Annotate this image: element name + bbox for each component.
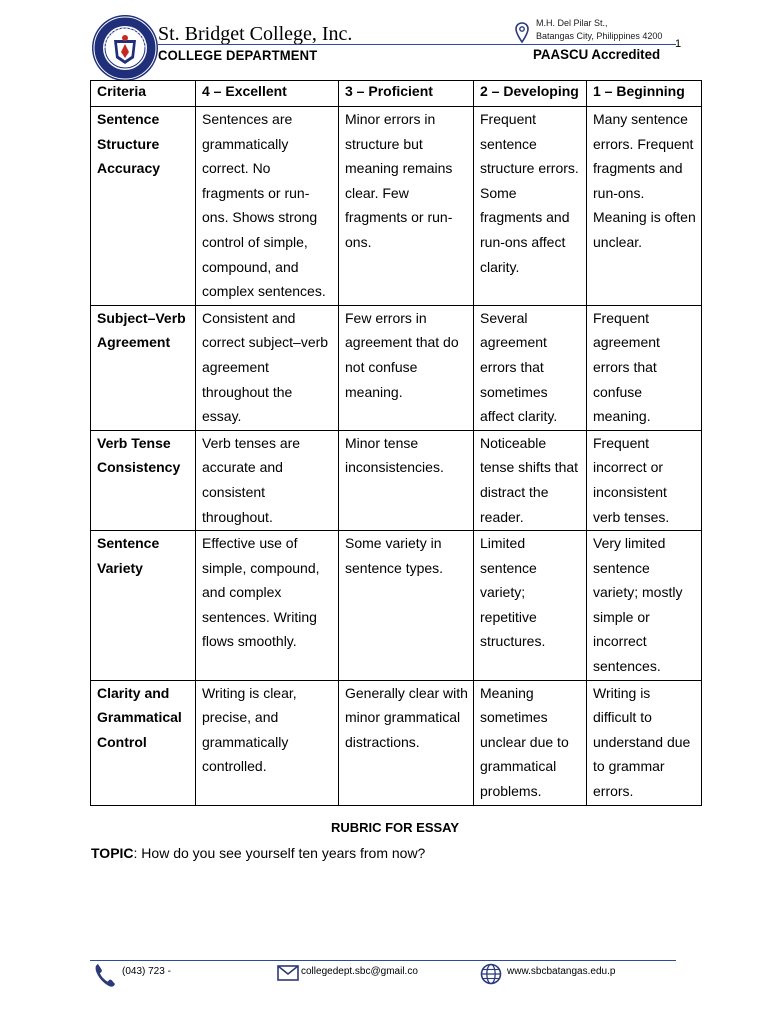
criteria-cell: Verb Tense Consistency — [91, 430, 196, 530]
topic-line — [91, 845, 425, 861]
criteria-cell: Sentence Variety — [91, 531, 196, 681]
beginning-cell: Frequent incorrect or inconsistent verb tenses. — [587, 430, 702, 530]
header-excellent: 4 – Excellent — [196, 81, 339, 107]
beginning-cell: Writing is difficult to understand due to grammar errors. — [587, 680, 702, 805]
criteria-cell: Sentence Structure Accuracy — [91, 107, 196, 306]
department-name: COLLEGE DEPARTMENT — [158, 47, 318, 63]
excellent-cell: Verb tenses are accurate and consistent throughout. — [196, 430, 339, 530]
beginning-cell: Very limited sentence variety; mostly simple or incorrect sentences. — [587, 531, 702, 681]
header-proficient: 3 – Proficient — [339, 81, 474, 107]
criteria-cell: Subject–Verb Agreement — [91, 305, 196, 430]
location-pin-icon — [515, 22, 529, 44]
envelope-icon — [277, 965, 299, 986]
header-beginning: 1 – Beginning — [587, 81, 702, 107]
page-number: 1 — [675, 38, 682, 50]
topic-label: TOPIC — [91, 845, 134, 861]
phone-icon — [93, 962, 117, 993]
developing-cell: Limited sentence variety; repetitive structures. — [474, 531, 587, 681]
header-developing: 2 – Developing — [474, 81, 587, 107]
proficient-cell: Few errors in agreement that do not confuse meaning. — [339, 305, 474, 430]
college-seal-logo — [91, 14, 159, 82]
footer-phone: (043) 723 - — [122, 966, 171, 977]
header-divider — [158, 44, 676, 45]
footer-website: www.sbcbatangas.edu.p — [507, 966, 616, 977]
address-line-1: M.H. Del Pilar St., — [536, 18, 608, 28]
table-row — [91, 680, 702, 805]
beginning-cell: Frequent agreement errors that confuse meaning. — [587, 305, 702, 430]
header-criteria: Criteria — [91, 81, 196, 107]
accreditation-label: PAASCU Accredited — [533, 46, 661, 62]
proficient-cell: Minor tense inconsistencies. — [339, 430, 474, 530]
table-row — [91, 305, 702, 430]
table-row — [91, 430, 702, 530]
developing-cell: Several agreement errors that sometimes affect clarity. — [474, 305, 587, 430]
excellent-cell: Writing is clear, precise, and grammatically controlled. — [196, 680, 339, 805]
proficient-cell: Generally clear with minor grammatical distractions. — [339, 680, 474, 805]
excellent-cell: Effective use of simple, compound, and complex sentences. Writing flows smoothly. — [196, 531, 339, 681]
footer-divider — [90, 960, 676, 961]
developing-cell: Noticeable tense shifts that distract the reader. — [474, 430, 587, 530]
proficient-cell: Some variety in sentence types. — [339, 531, 474, 681]
rubric-table — [90, 80, 702, 806]
table-row — [91, 531, 702, 681]
topic-text: : How do you see yourself ten years from now? — [133, 845, 426, 861]
developing-cell: Frequent sentence structure errors. Some fragments and run-ons affect clarity. — [474, 107, 587, 306]
table-header-row — [91, 81, 702, 107]
footer-email: collegedept.sbc@gmail.co — [301, 966, 418, 977]
excellent-cell: Sentences are grammatically correct. No fragments or run-ons. Shows strong control of simple, compound, and complex sentences. — [196, 107, 339, 306]
proficient-cell: Minor errors in structure but meaning remains clear. Few fragments or run-ons. — [339, 107, 474, 306]
excellent-cell: Consistent and correct subject–verb agreement throughout the essay. — [196, 305, 339, 430]
college-name: St. Bridget College, Inc. — [158, 23, 353, 45]
rubric-title: RUBRIC FOR ESSAY — [330, 820, 460, 835]
criteria-cell: Clarity and Grammatical Control — [91, 680, 196, 805]
beginning-cell: Many sentence errors. Frequent fragments and run-ons. Meaning is often unclear. — [587, 107, 702, 306]
address-line-2: Batangas City, Philippines 4200 — [536, 31, 663, 41]
table-row — [91, 107, 702, 306]
globe-icon — [480, 963, 502, 990]
developing-cell: Meaning sometimes unclear due to grammatical problems. — [474, 680, 587, 805]
